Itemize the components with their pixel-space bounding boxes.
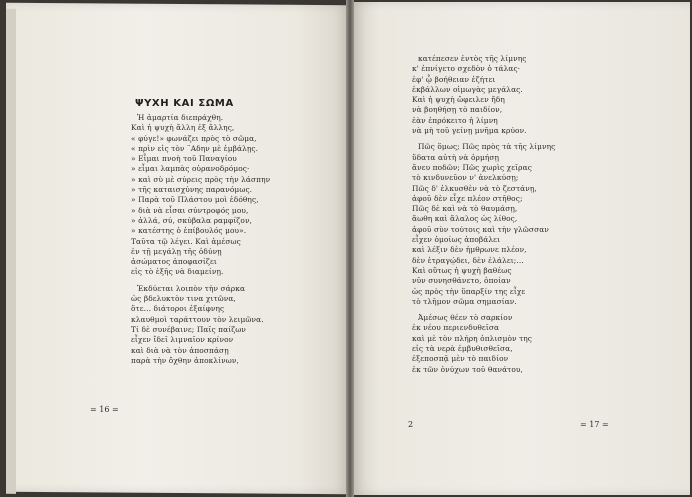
left-page-text (131, 113, 270, 366)
poem-line: Καὶ οὕτως ἡ ψυχὴ βαθέως (412, 265, 512, 275)
poem-line: ἐὰν ἐπρόκειτο ἡ λίμνη (412, 115, 498, 125)
poem-line: κλαυθμοὶ ταράττουν τὸν λειμῶνα. (131, 314, 264, 324)
poem-line: ἐν τῇ μεγάλῃ τῆς ὀδύνῃ (131, 246, 222, 256)
poem-line: καὶ μὲ τὸν πλήρη ὁπλισμὸν της (412, 333, 533, 343)
poem-line: ἀφοῦ σὺν τούτοις καὶ τὴν γλῶσσαν (412, 224, 549, 234)
poem-line: Πῶς ὅμως; Πῶς πρὸς τὰ τῆς λίμνης (418, 142, 556, 152)
poem-line: ἐκ νέου περιενδυθεῖσα (412, 323, 500, 333)
poem-line: Καὶ ἡ ψυχὴ ἄλλη ἐξ ἄλλης, (131, 123, 235, 133)
poem-line: Πῶς δὲ καὶ νὰ τὸ θαυμάσῃ, (412, 204, 518, 214)
poem-line: δὲν ἐτραγῴδει, δὲν ἐλάλει;... (412, 255, 524, 265)
poem-line: ἄνευ ποδῶν; Πῶς χωρὶς χεῖρας (412, 162, 532, 172)
poem-line: « πρὶν εἰς τὸν ¨Αδην μὲ ἐμβάλῃς. (131, 143, 259, 153)
poem-line: « φύγε!» φωνάζει πρὸς τὸ σῶμα, (131, 133, 257, 143)
book-gutter (346, 0, 354, 497)
poem-line: νῦν συνησθάνετο, ὁποίαν (412, 276, 511, 286)
poem-title: ΨΥΧΗ ΚΑΙ ΣΩΜΑ (135, 98, 234, 109)
poem-line: ὡς βδελυκτὸν τινα χιτῶνα, (131, 294, 236, 304)
poem-line: ὡς πρὸς τὴν ὕπαρξίν της εἶχε (412, 286, 526, 296)
signature-mark: 2 (408, 420, 414, 429)
poem-line: ἄωθη καὶ ἄλαλος ὡς λίθος, (412, 214, 518, 224)
poem-line: » ἀλλά, σύ, σκύβαλα ραμφίζον, (131, 215, 253, 225)
poem-line: νὰ μὴ τοῦ γείνῃ μνῆμα κρύον. (412, 126, 527, 136)
poem-line: κ' ἐπνίγετο σχεδὸν ὁ τάλας· (412, 64, 521, 74)
poem-line: » Παρὰ τοῦ Πλάστου μοὶ ἐδόθης, (131, 195, 259, 205)
poem-line: » καὶ σὺ μὲ σύρεις πρὸς τὴν λάσπην (131, 174, 271, 184)
poem-line: ὅτε... διάτοροι ἐξαίφνης (131, 304, 225, 314)
right-page-text (412, 54, 555, 375)
poem-line: νὰ βοηθήσῃ τὸ παιδίον, (412, 105, 503, 115)
poem-line: » Εἶμαι πνοὴ τοῦ Παναγίου (131, 154, 237, 164)
poem-line: εἶχεν ὁμοίως ἀποβάλει (412, 235, 501, 245)
right-page-number: = 17 = (580, 420, 609, 429)
poem-line: ἐκ τῶν ὀνύχων τοῦ θανάτου, (412, 364, 523, 374)
poem-line: εἰς τὸ ἑξῆς νὰ διαμείνῃ. (131, 267, 224, 277)
poem-line: ἐφ' ᾧ βοήθειαν ἐζήτει (412, 74, 496, 84)
poem-line: Ἐκδύεται λοιπὸν τὴν σάρκα (137, 283, 246, 293)
poem-line: ἐκβάλλων οἰμωγὰς μεγάλας. (412, 84, 523, 94)
poem-line: » διὰ νὰ εἶσαι σύντροφός μου, (131, 205, 249, 215)
poem-line: καὶ λέξιν δὲν ἠμθρωνε πλέον, (412, 245, 527, 255)
poem-line: τὸ κινδυνεῦον ν' ἀνελκύσῃ; (412, 173, 519, 183)
poem-line: ἐξεποσπᾷ μὲν τὸ παιδίον (412, 354, 509, 364)
poem-line: Ταῦτα τῷ λέγει. Καὶ ἀμέσως (131, 236, 241, 246)
poem-line: τὸ τλῆμον σῶμα σημασίαν. (412, 296, 517, 306)
poem-line: εἰς τὰ νερὰ ἐμβυθισθεῖσα, (412, 344, 513, 354)
poem-line: παρὰ τὴν ὄχθην ἀποκλίνων, (131, 355, 239, 365)
poem-line: » εἶμαι λαμπὰς οὐρανοδρόμος· (131, 164, 250, 174)
poem-line: καὶ διὰ νὰ τὸν ἀποσπάσῃ (131, 345, 229, 355)
poem-line: Τί δὲ συνέβαινε; Παῖς παίζων (131, 324, 247, 334)
poem-line: ἀφοῦ δὲν εἶχε πλέον στῆθος; (412, 193, 523, 203)
poem-line: εἶχεν ἴδεῖ λιμναῖον κρίνον (131, 335, 234, 345)
poem-line: Ἀμέσως θέεν τὸ σαρκίον (418, 313, 513, 323)
poem-line: κατέπεσεν ἐντὸς τῆς λίμνης (418, 54, 527, 63)
poem-line: ἀσώματος ἀποφασίζει (131, 257, 217, 267)
poem-line: Πῶς δ' ἑλκυσθὲν νὰ τὸ ζεστάνῃ, (412, 183, 537, 193)
poem-line: Ἡ ἁμαρτία διεπράχθη. (137, 113, 224, 122)
left-page-number: = 16 = (90, 405, 119, 414)
poem-line: » κατέστης ὁ ἐπίβουλός μου». (131, 226, 247, 236)
poem-line: » τῆς καταισχύνης παρανόμως. (131, 185, 253, 195)
left-page-edge (6, 9, 16, 494)
poem-line: Καὶ ἡ ψυχὴ ὤφειλεν ἤδη (412, 95, 505, 105)
poem-line: ὕδατα αὐτὴ νὰ ὁρμήσῃ (412, 152, 500, 162)
